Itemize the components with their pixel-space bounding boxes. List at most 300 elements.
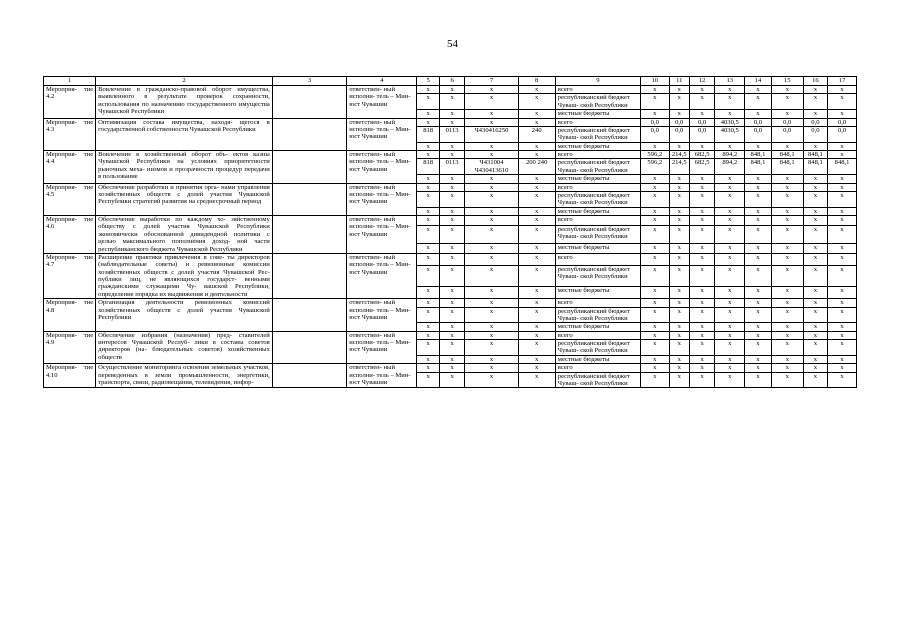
year-value: x xyxy=(689,142,715,150)
year-value: 0,0 xyxy=(745,126,772,142)
funding-source: республиканский бюджет Чуваш- ской Республики xyxy=(555,191,640,207)
year-value: x xyxy=(803,110,827,118)
measure-id: Мероприя- тие 4.5 xyxy=(44,183,96,216)
col-header: 4 xyxy=(347,77,417,86)
budget-code-c7: x xyxy=(465,207,518,215)
budget-code-c8: x xyxy=(518,183,555,191)
budget-code-c8: x xyxy=(518,118,555,126)
funding-source: всего xyxy=(555,86,640,94)
budget-code-c8: 240 xyxy=(518,126,555,142)
year-value: x xyxy=(689,355,715,363)
year-value: 0,0 xyxy=(803,126,827,142)
year-value: x xyxy=(745,299,772,307)
budget-code-c5: x xyxy=(417,299,439,307)
year-value: x xyxy=(669,340,689,356)
budget-code-c7: x xyxy=(465,225,518,243)
year-value: x xyxy=(715,340,745,356)
page-number: 54 xyxy=(447,38,458,50)
budget-code-c7: x xyxy=(465,265,518,287)
funding-source: всего xyxy=(555,151,640,159)
year-value: x xyxy=(828,175,857,183)
year-value: 848,1 xyxy=(803,159,827,175)
budget-code-c8: x xyxy=(518,244,555,254)
budget-code-c5: x xyxy=(417,340,439,356)
year-value: x xyxy=(828,225,857,243)
budget-code-c8: x xyxy=(518,355,555,363)
year-value: x xyxy=(771,355,803,363)
year-value: x xyxy=(669,265,689,287)
budget-code-c8: x xyxy=(518,340,555,356)
year-value: x xyxy=(771,372,803,388)
year-value: 848,1 xyxy=(771,159,803,175)
funding-source: местные бюджеты xyxy=(555,175,640,183)
year-value: x xyxy=(640,331,669,339)
year-value: 682,5 xyxy=(689,151,715,159)
year-value: x xyxy=(689,207,715,215)
year-value: x xyxy=(689,372,715,388)
budget-code-c5: x xyxy=(417,151,439,159)
budget-code-c6: x xyxy=(439,265,465,287)
year-value: x xyxy=(640,244,669,254)
year-value: 596,2 xyxy=(640,159,669,175)
year-value: x xyxy=(669,142,689,150)
year-value: x xyxy=(669,323,689,331)
year-value: x xyxy=(640,216,669,226)
budget-code-c5: x xyxy=(417,110,439,118)
budget-code-c5: x xyxy=(417,94,439,110)
year-value: x xyxy=(803,253,827,265)
budget-code-c8: x xyxy=(518,225,555,243)
year-value: x xyxy=(689,287,715,299)
budget-code-c5: x xyxy=(417,191,439,207)
budget-code-c7: x xyxy=(465,175,518,183)
year-value: x xyxy=(771,253,803,265)
year-value: 848,1 xyxy=(745,159,772,175)
year-value: x xyxy=(689,225,715,243)
table-row xyxy=(44,253,857,265)
year-value: x xyxy=(745,216,772,226)
year-value: x xyxy=(640,86,669,94)
budget-code-c8: x xyxy=(518,307,555,323)
budget-code-c7: x xyxy=(465,355,518,363)
year-value: x xyxy=(640,287,669,299)
year-value: x xyxy=(689,183,715,191)
year-value: x xyxy=(803,307,827,323)
funding-source: республиканский бюджет Чуваш- ской Республики xyxy=(555,225,640,243)
budget-table xyxy=(43,76,857,388)
year-value: x xyxy=(715,265,745,287)
executor-cell: ответствен- ный исполни- тель – Мин- юст Чувашии xyxy=(347,299,417,332)
year-value: x xyxy=(771,331,803,339)
funding-source: республиканский бюджет Чуваш- ской Республики xyxy=(555,126,640,142)
budget-code-c5: x xyxy=(417,265,439,287)
table-row xyxy=(44,216,857,226)
budget-code-c8: x xyxy=(518,86,555,94)
measure-id: Мероприя- тие 4.2 xyxy=(44,86,96,119)
budget-code-c8: x xyxy=(518,175,555,183)
funding-source: республиканский бюджет Чуваш- ской Республики xyxy=(555,265,640,287)
year-value: x xyxy=(715,216,745,226)
year-value: x xyxy=(745,372,772,388)
year-value: x xyxy=(715,299,745,307)
table-row xyxy=(44,183,857,191)
year-value: x xyxy=(640,340,669,356)
executor-cell: ответствен- ный исполни- тель – Мин- юст Чувашии xyxy=(347,86,417,119)
budget-code-c5: x xyxy=(417,142,439,150)
funding-source: республиканский бюджет Чуваш- ской Республики xyxy=(555,159,640,175)
year-value: x xyxy=(745,142,772,150)
year-value: x xyxy=(828,86,857,94)
year-value: x xyxy=(689,364,715,372)
year-value: x xyxy=(669,191,689,207)
year-value: x xyxy=(803,207,827,215)
year-value: x xyxy=(715,331,745,339)
executor-cell: ответствен- ный исполни- тель – Мин- юст Чувашии xyxy=(347,118,417,151)
year-value: x xyxy=(803,225,827,243)
year-value: x xyxy=(828,183,857,191)
year-value: x xyxy=(669,372,689,388)
budget-code-c6: x xyxy=(439,244,465,254)
year-value: x xyxy=(745,175,772,183)
funding-source: местные бюджеты xyxy=(555,355,640,363)
year-value: x xyxy=(689,244,715,254)
year-value: x xyxy=(640,299,669,307)
year-value: x xyxy=(715,225,745,243)
year-value: x xyxy=(771,364,803,372)
budget-code-c7: x xyxy=(465,307,518,323)
year-value: x xyxy=(745,183,772,191)
year-value: 894,2 xyxy=(715,151,745,159)
budget-code-c5: x xyxy=(417,372,439,388)
budget-code-c6: x xyxy=(439,372,465,388)
budget-code-c8: x xyxy=(518,110,555,118)
year-value: 894,2 xyxy=(715,159,745,175)
measure-id: Мероприя- тие 4.6 xyxy=(44,216,96,254)
year-value: 0,0 xyxy=(771,118,803,126)
year-value: x xyxy=(828,191,857,207)
year-value: x xyxy=(669,307,689,323)
year-value: x xyxy=(669,364,689,372)
year-value: x xyxy=(715,110,745,118)
year-value: x xyxy=(828,287,857,299)
funding-source: всего xyxy=(555,216,640,226)
budget-code-c7: x xyxy=(465,118,518,126)
budget-code-c7: x xyxy=(465,253,518,265)
year-value: x xyxy=(689,340,715,356)
year-value: x xyxy=(803,299,827,307)
budget-code-c5: x xyxy=(417,225,439,243)
budget-code-c7: x xyxy=(465,86,518,94)
year-value: 214,5 xyxy=(669,151,689,159)
year-value: x xyxy=(745,244,772,254)
budget-code-c6: x xyxy=(439,216,465,226)
year-value: 0,0 xyxy=(640,126,669,142)
budget-code-c6: x xyxy=(439,86,465,94)
budget-code-c5: x xyxy=(417,287,439,299)
funding-source: республиканский бюджет Чуваш- ской Республики xyxy=(555,340,640,356)
year-value: x xyxy=(745,253,772,265)
funding-source: местные бюджеты xyxy=(555,142,640,150)
year-value: x xyxy=(640,253,669,265)
budget-code-c5: x xyxy=(417,175,439,183)
year-value: x xyxy=(745,331,772,339)
budget-code-c7: x xyxy=(465,364,518,372)
year-value: x xyxy=(745,287,772,299)
year-value: x xyxy=(803,355,827,363)
year-value: x xyxy=(803,216,827,226)
col-header: 10 xyxy=(640,77,669,86)
budget-code-c5: x xyxy=(417,183,439,191)
year-value: x xyxy=(828,307,857,323)
year-value: x xyxy=(771,207,803,215)
year-value: x xyxy=(640,265,669,287)
budget-code-c7: Ч431004 Ч430413610 xyxy=(465,159,518,175)
year-value: x xyxy=(669,183,689,191)
year-value: x xyxy=(771,307,803,323)
budget-code-c7: x xyxy=(465,110,518,118)
measure-title: Организация деятельности ревизионных комиссий хозяйственных обществ с долей участия Чувашской Республики xyxy=(96,299,273,332)
year-value: x xyxy=(803,340,827,356)
year-value: x xyxy=(745,94,772,110)
year-value: x xyxy=(640,191,669,207)
year-value: x xyxy=(828,151,857,159)
year-value: x xyxy=(745,307,772,323)
year-value: x xyxy=(803,175,827,183)
funding-source: местные бюджеты xyxy=(555,287,640,299)
budget-code-c6: x xyxy=(439,340,465,356)
year-value: 0,0 xyxy=(640,118,669,126)
year-value: x xyxy=(715,364,745,372)
budget-code-c7: x xyxy=(465,323,518,331)
budget-code-c8: x xyxy=(518,265,555,287)
year-value: 0,0 xyxy=(828,118,857,126)
budget-code-c8: x xyxy=(518,331,555,339)
year-value: x xyxy=(803,183,827,191)
year-value: x xyxy=(828,207,857,215)
budget-code-c7: Ч430416250 xyxy=(465,126,518,142)
year-value: 0,0 xyxy=(828,126,857,142)
year-value: x xyxy=(715,287,745,299)
budget-code-c7: x xyxy=(465,340,518,356)
budget-code-c8: x xyxy=(518,216,555,226)
year-value: x xyxy=(828,323,857,331)
budget-code-c5: x xyxy=(417,244,439,254)
year-value: x xyxy=(640,355,669,363)
year-value: x xyxy=(771,86,803,94)
budget-code-c6: x xyxy=(439,94,465,110)
year-value: x xyxy=(669,207,689,215)
year-value: x xyxy=(640,372,669,388)
year-value: x xyxy=(715,183,745,191)
col-header: 8 xyxy=(518,77,555,86)
participant-cell xyxy=(272,331,346,364)
col-header: 11 xyxy=(669,77,689,86)
participant-cell xyxy=(272,183,346,216)
participant-cell xyxy=(272,299,346,332)
year-value: x xyxy=(828,253,857,265)
budget-code-c6: x xyxy=(439,331,465,339)
budget-code-c5: x xyxy=(417,86,439,94)
year-value: x xyxy=(689,191,715,207)
year-value: x xyxy=(771,265,803,287)
col-header: 15 xyxy=(771,77,803,86)
table-row xyxy=(44,151,857,159)
year-value: x xyxy=(803,244,827,254)
budget-code-c8: x xyxy=(518,287,555,299)
table-row xyxy=(44,86,857,94)
participant-cell xyxy=(272,364,346,388)
col-header: 7 xyxy=(465,77,518,86)
year-value: x xyxy=(828,265,857,287)
measure-title: Вовлечение в гражданско-правовой оборот имущества, выявленного в результате проверок сохранности, использования по назначению государственного имущества Чувашской Республики xyxy=(96,86,273,119)
budget-code-c5: 818 xyxy=(417,159,439,175)
budget-code-c5: x xyxy=(417,364,439,372)
measure-title: Оптимизация состава имущества, находя- щегося в государственной собственности Чувашской Республики xyxy=(96,118,273,151)
year-value: x xyxy=(669,331,689,339)
year-value: x xyxy=(828,340,857,356)
year-value: x xyxy=(669,355,689,363)
budget-code-c5: x xyxy=(417,355,439,363)
year-value: x xyxy=(771,323,803,331)
budget-code-c6: x xyxy=(439,364,465,372)
year-value: x xyxy=(803,265,827,287)
budget-code-c5: x xyxy=(417,216,439,226)
budget-code-c7: x xyxy=(465,287,518,299)
col-header: 2 xyxy=(96,77,273,86)
funding-source: местные бюджеты xyxy=(555,244,640,254)
col-header: 9 xyxy=(555,77,640,86)
year-value: x xyxy=(715,372,745,388)
year-value: x xyxy=(689,323,715,331)
year-value: x xyxy=(640,307,669,323)
measure-title: Обеспечение выработки по каждому хо- зяйственному обществу с долей участия Чувашской Республики экономически обоснованной дивидендной политики с целью максимального пополнения доход- ной части республиканского бюджета Чувашской Республики xyxy=(96,216,273,254)
year-value: x xyxy=(828,355,857,363)
year-value: x xyxy=(803,142,827,150)
budget-code-c6: x xyxy=(439,183,465,191)
year-value: x xyxy=(640,364,669,372)
budget-code-c5: 818 xyxy=(417,126,439,142)
budget-code-c7: x xyxy=(465,183,518,191)
year-value: x xyxy=(745,86,772,94)
budget-code-c6: x xyxy=(439,191,465,207)
funding-source: республиканский бюджет Чуваш- ской Республики xyxy=(555,372,640,388)
budget-code-c8: x xyxy=(518,142,555,150)
year-value: x xyxy=(689,265,715,287)
year-value: 0,0 xyxy=(669,118,689,126)
budget-code-c6: 0113 xyxy=(439,126,465,142)
year-value: x xyxy=(771,183,803,191)
year-value: x xyxy=(715,355,745,363)
year-value: x xyxy=(828,331,857,339)
year-value: x xyxy=(745,191,772,207)
col-header: 1 xyxy=(44,77,96,86)
year-value: x xyxy=(771,225,803,243)
year-value: x xyxy=(771,110,803,118)
year-value: x xyxy=(771,94,803,110)
year-value: 0,0 xyxy=(689,118,715,126)
budget-code-c5: x xyxy=(417,323,439,331)
year-value: x xyxy=(640,94,669,110)
budget-code-c8: x xyxy=(518,299,555,307)
year-value: x xyxy=(745,207,772,215)
year-value: x xyxy=(745,110,772,118)
year-value: x xyxy=(715,323,745,331)
year-value: x xyxy=(715,244,745,254)
year-value: x xyxy=(640,183,669,191)
funding-source: республиканский бюджет Чуваш- ской Республики xyxy=(555,307,640,323)
budget-code-c6: x xyxy=(439,175,465,183)
col-header: 14 xyxy=(745,77,772,86)
measure-id: Мероприя- тие 4.10 xyxy=(44,364,96,388)
budget-code-c7: x xyxy=(465,331,518,339)
funding-source: всего xyxy=(555,118,640,126)
measure-id: Мероприя- тие 4.7 xyxy=(44,253,96,298)
year-value: x xyxy=(715,175,745,183)
participant-cell xyxy=(272,253,346,298)
year-value: x xyxy=(715,207,745,215)
year-value: x xyxy=(689,299,715,307)
executor-cell: ответствен- ный исполни- тель – Мин- юст Чувашии xyxy=(347,364,417,388)
year-value: x xyxy=(689,216,715,226)
year-value: x xyxy=(771,142,803,150)
year-value: x xyxy=(715,94,745,110)
year-value: x xyxy=(669,175,689,183)
budget-code-c7: x xyxy=(465,142,518,150)
budget-code-c6: x xyxy=(439,323,465,331)
year-value: x xyxy=(771,287,803,299)
year-value: x xyxy=(828,110,857,118)
year-value: x xyxy=(715,253,745,265)
participant-cell xyxy=(272,151,346,184)
executor-cell: ответствен- ный исполни- тель – Мин- юст Чувашии xyxy=(347,253,417,298)
budget-code-c5: x xyxy=(417,331,439,339)
year-value: 848,1 xyxy=(828,159,857,175)
year-value: x xyxy=(669,299,689,307)
participant-cell xyxy=(272,216,346,254)
year-value: x xyxy=(640,110,669,118)
executor-cell: ответствен- ный исполни- тель – Мин- юст Чувашии xyxy=(347,183,417,216)
year-value: x xyxy=(640,175,669,183)
year-value: x xyxy=(745,225,772,243)
budget-code-c6: x xyxy=(439,253,465,265)
year-value: x xyxy=(745,355,772,363)
year-value: x xyxy=(771,216,803,226)
measure-id: Мероприя- тие 4.4 xyxy=(44,151,96,184)
budget-code-c7: x xyxy=(465,244,518,254)
budget-code-c8: x xyxy=(518,364,555,372)
budget-code-c5: x xyxy=(417,307,439,323)
funding-source: республиканский бюджет Чуваш- ской Республики xyxy=(555,94,640,110)
executor-cell: ответствен- ный исполни- тель – Мин- юст Чувашии xyxy=(347,216,417,254)
year-value: x xyxy=(715,142,745,150)
year-value: x xyxy=(715,191,745,207)
year-value: x xyxy=(803,287,827,299)
col-header: 6 xyxy=(439,77,465,86)
budget-code-c7: x xyxy=(465,151,518,159)
budget-code-c8: x xyxy=(518,94,555,110)
year-value: x xyxy=(803,86,827,94)
executor-cell: ответствен- ный исполни- тель – Мин- юст Чувашии xyxy=(347,331,417,364)
year-value: x xyxy=(828,372,857,388)
year-value: x xyxy=(715,86,745,94)
table-row xyxy=(44,331,857,339)
year-value: x xyxy=(771,340,803,356)
col-header: 5 xyxy=(417,77,439,86)
year-value: x xyxy=(669,216,689,226)
year-value: x xyxy=(669,253,689,265)
budget-code-c6: 0113 xyxy=(439,159,465,175)
budget-code-c6: x xyxy=(439,225,465,243)
